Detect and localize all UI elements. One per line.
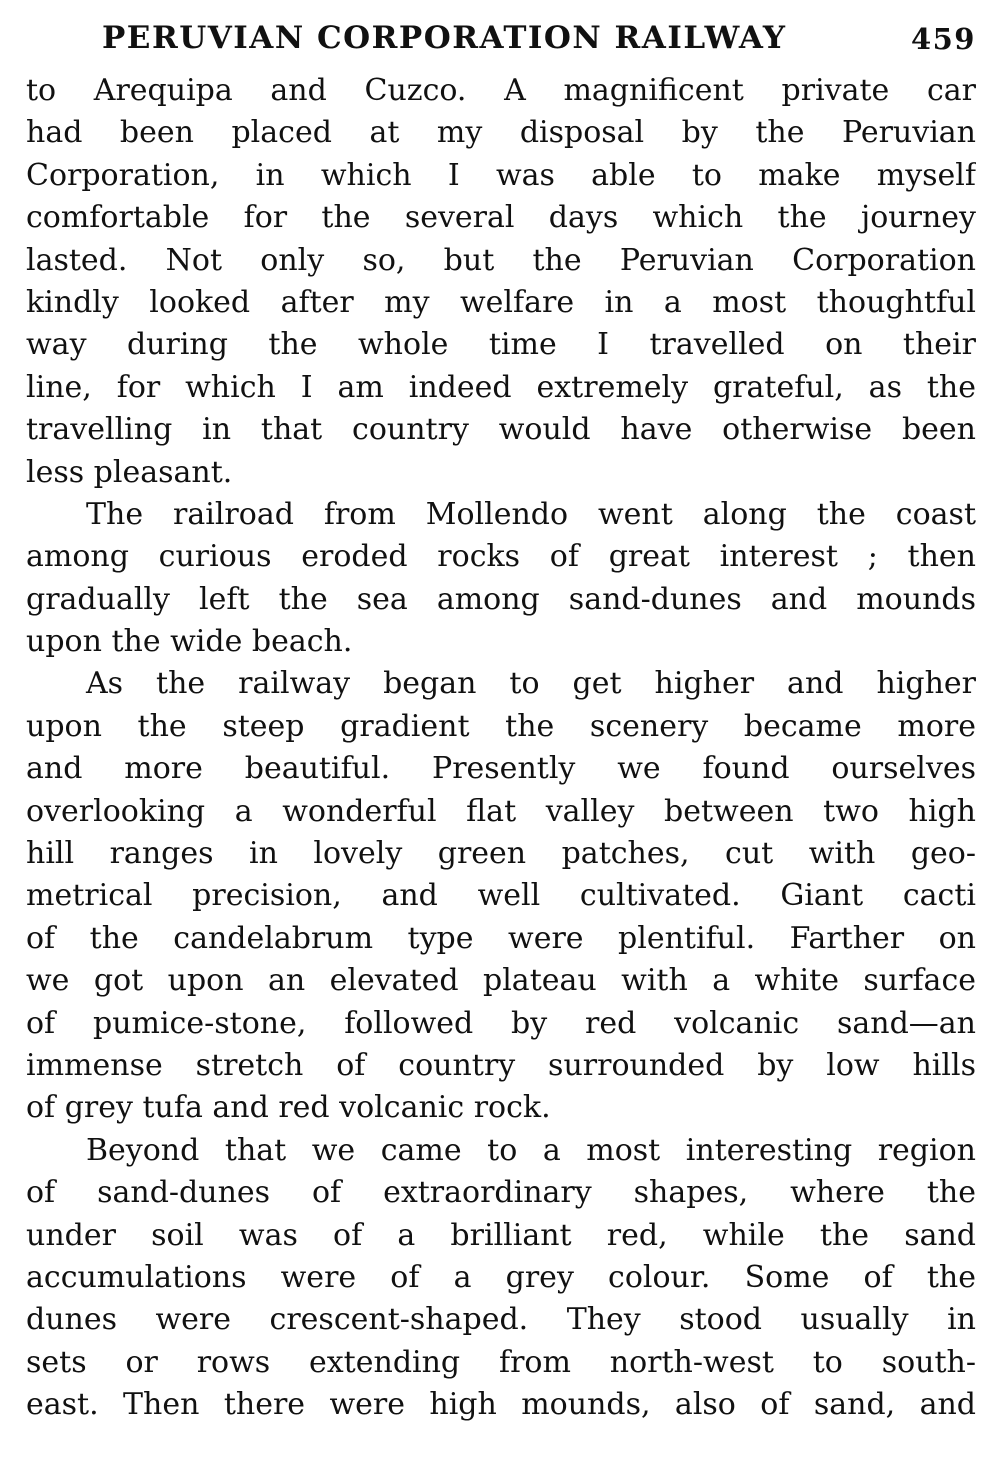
text-line: upon the steep gradient the scenery became more bbox=[26, 708, 976, 744]
text-line: under soil was of a brilliant red, while the sand bbox=[26, 1217, 976, 1253]
text-line: among curious eroded rocks of great interest ; then bbox=[26, 539, 976, 575]
text-line: Corporation, in which I was able to make myself bbox=[26, 157, 976, 193]
text-line: of the candelabrum type were plentiful. Farther on bbox=[26, 920, 976, 956]
page-number: 459 bbox=[910, 22, 976, 56]
text-line: The railroad from Mollendo went along the coast bbox=[86, 496, 976, 532]
text-line: less pleasant. bbox=[26, 454, 233, 490]
text-line: of grey tufa and red volcanic rock. bbox=[26, 1090, 551, 1126]
text-line: and more beautiful. Presently we found ourselves bbox=[26, 751, 976, 787]
text-line: to Arequipa and Cuzco. A magnificent private car bbox=[26, 73, 976, 108]
text-line: way during the whole time I travelled on their bbox=[26, 327, 976, 363]
text-line: sets or rows extending from north-west to south- bbox=[26, 1344, 976, 1380]
text-line: As the railway began to get higher and higher bbox=[86, 666, 976, 702]
text-line: travelling in that country would have otherwise been bbox=[26, 412, 976, 448]
running-header bbox=[26, 20, 976, 70]
text-line: hill ranges in lovely green patches, cut with geo- bbox=[26, 836, 976, 872]
text-line: lasted. Not only so, but the Peruvian Corporation bbox=[26, 242, 976, 278]
text-line: we got upon an elevated plateau with a white surface bbox=[26, 963, 976, 999]
running-title: PERUVIAN CORPORATION RAILWAY bbox=[102, 20, 787, 56]
text-line: immense stretch of country surrounded by low hills bbox=[26, 1047, 976, 1083]
text-line: line, for which I am indeed extremely grateful, as the bbox=[26, 369, 976, 405]
text-line: gradually left the sea among sand-dunes and mounds bbox=[26, 581, 976, 617]
text-line: kindly looked after my welfare in a most thoughtful bbox=[26, 284, 976, 320]
text-line: dunes were crescent-shaped. They stood usually in bbox=[26, 1302, 976, 1338]
text-line: accumulations were of a grey colour. Some of the bbox=[26, 1259, 976, 1295]
text-line: upon the wide beach. bbox=[26, 624, 353, 660]
text-line: overlooking a wonderful flat valley between two high bbox=[26, 793, 976, 829]
body-text bbox=[26, 70, 976, 1427]
text-line: of pumice-stone, followed by red volcanic sand—an bbox=[26, 1005, 976, 1041]
book-page bbox=[26, 20, 976, 1427]
text-line: Beyond that we came to a most interesting region bbox=[86, 1132, 976, 1168]
text-line: comfortable for the several days which the journey bbox=[26, 200, 976, 236]
text-line: of sand-dunes of extraordinary shapes, where the bbox=[26, 1175, 976, 1211]
text-line: east. Then there were high mounds, also of sand, and bbox=[26, 1387, 976, 1423]
text-line: had been placed at my disposal by the Peruvian bbox=[26, 115, 976, 151]
text-line: metrical precision, and well cultivated. Giant cacti bbox=[26, 878, 976, 914]
